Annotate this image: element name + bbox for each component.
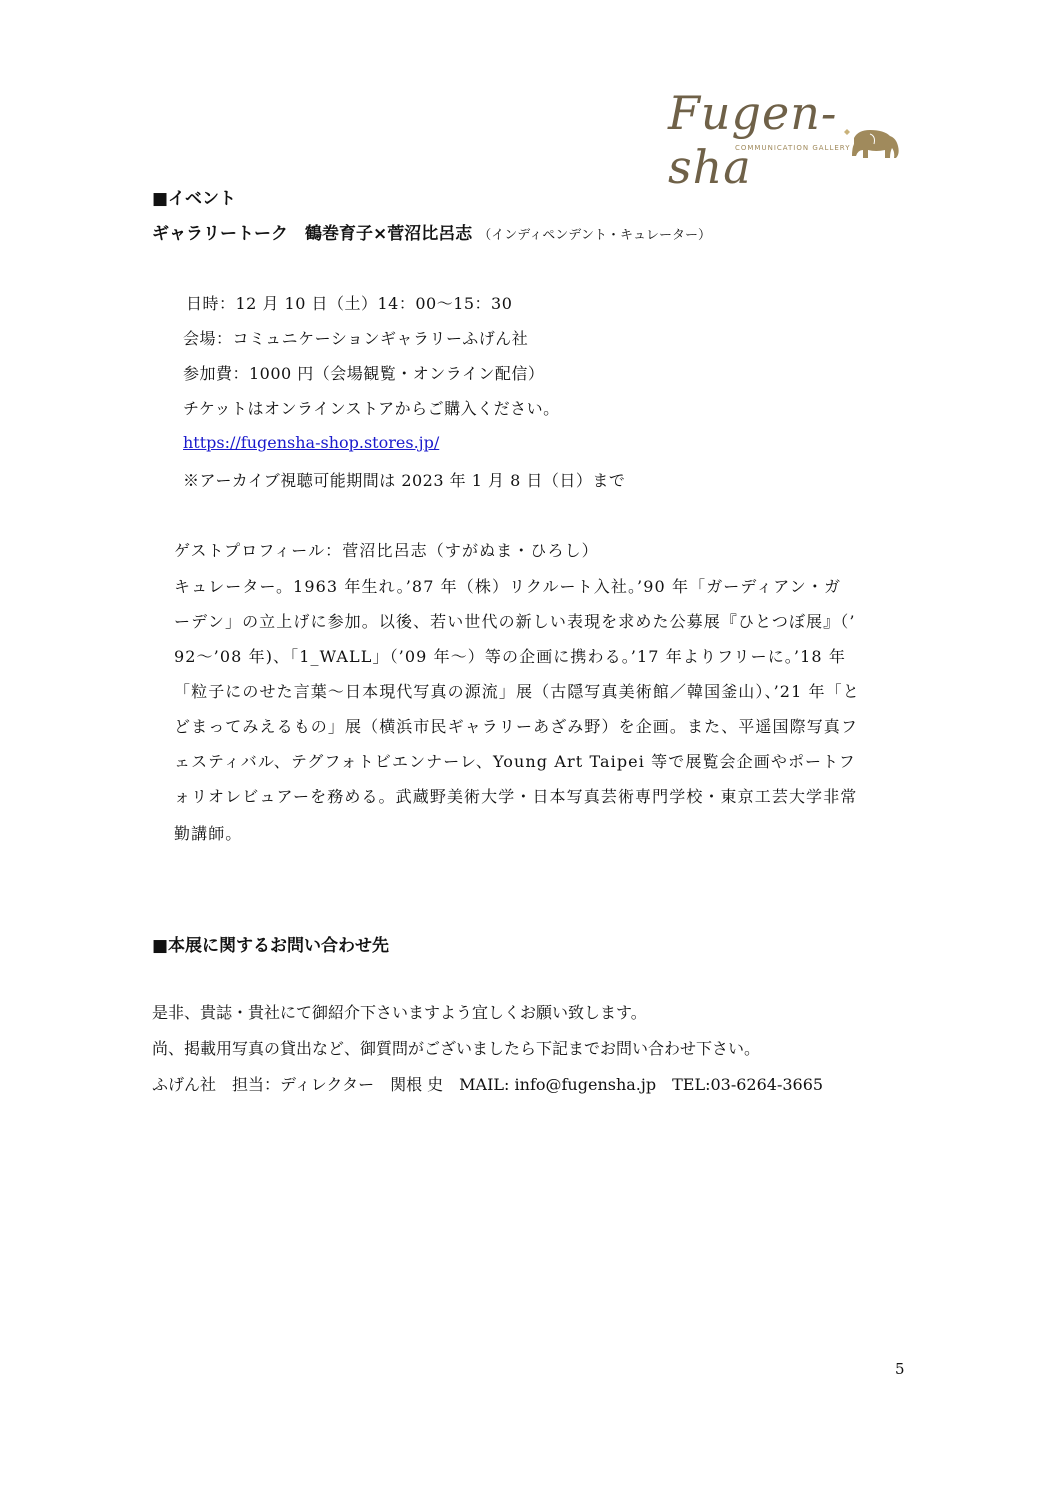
profile-line: 92～’08 年)、「1_WALL」（’09 年～）等の企画に携わる。’17 年よりフリーに。’18 年 — [174, 647, 846, 666]
talk-title-text: ギャラリートーク 鶴巻育子×菅沼比呂志 — [152, 224, 473, 244]
profile-title: ゲストプロフィール：菅沼比呂志（すがぬま・ひろし） — [174, 541, 599, 560]
profile-line: ーデン」の立上げに参加。以後、若い世代の新しい表現を求めた公募展『ひとつぼ展』（’ — [174, 612, 856, 631]
profile-line: キュレーター。1963 年生れ。’87 年（株）リクルート入社。’90 年「ガーディアン・ガ — [174, 577, 842, 596]
ticket-store-link[interactable]: https://fugensha-shop.stores.jp/ — [183, 433, 440, 452]
logo-subtitle: COMMUNICATION GALLERY — [735, 144, 851, 152]
profile-line: 「粒子にのせた言葉～日本現代写真の源流」展（古隠写真美術館／韓国釜山）、’21 年「と — [174, 682, 860, 701]
page-number: 5 — [895, 1360, 905, 1378]
elephant-icon — [840, 122, 906, 162]
event-date: 日時：12 月 10 日（土）14：00～15：30 — [186, 294, 513, 313]
archive-note: ※アーカイブ視聴可能期間は 2023 年 1 月 8 日（日）まで — [183, 471, 626, 490]
talk-subtitle: （インディペンデント・キュレーター） — [478, 228, 711, 243]
logo-script: Fugen-sha — [668, 86, 838, 194]
event-fee: 参加費：1000 円（会場観覧・オンライン配信） — [183, 364, 545, 383]
contact-heading: ■本展に関するお問い合わせ先 — [152, 936, 390, 956]
event-ticket-info: チケットはオンラインストアからご購入ください。 — [183, 399, 560, 418]
gallery-logo — [660, 82, 910, 194]
event-heading: ■イベント — [152, 189, 237, 209]
contact-line: 是非、貴誌・貴社にて御紹介下さいますよう宜しくお願い致します。 — [152, 1003, 647, 1022]
profile-line: どまってみえるもの」展（横浜市民ギャラリーあざみ野）を企画。また、平遥国際写真フ — [174, 717, 859, 736]
contact-line: 尚、掲載用写真の貸出など、御質問がございましたら下記までお問い合わせ下さい。 — [152, 1039, 761, 1058]
contact-details: ふげん社 担当：ディレクター 関根 史 MAIL: info@fugensha.jp TEL:03-6264-3665 — [152, 1075, 824, 1094]
talk-title — [152, 219, 711, 244]
profile-line: ォリオレビュアーを務める。武蔵野美術大学・日本写真芸術専門学校・東京工芸大学非常 — [174, 787, 858, 806]
profile-line: ェスティバル、テグフォトビエンナーレ、Young Art Taipei 等で展覧会企画やポートフ — [174, 752, 856, 771]
profile-line: 勤講師。 — [174, 824, 243, 843]
event-venue: 会場：コミュニケーションギャラリーふげん社 — [183, 329, 529, 348]
